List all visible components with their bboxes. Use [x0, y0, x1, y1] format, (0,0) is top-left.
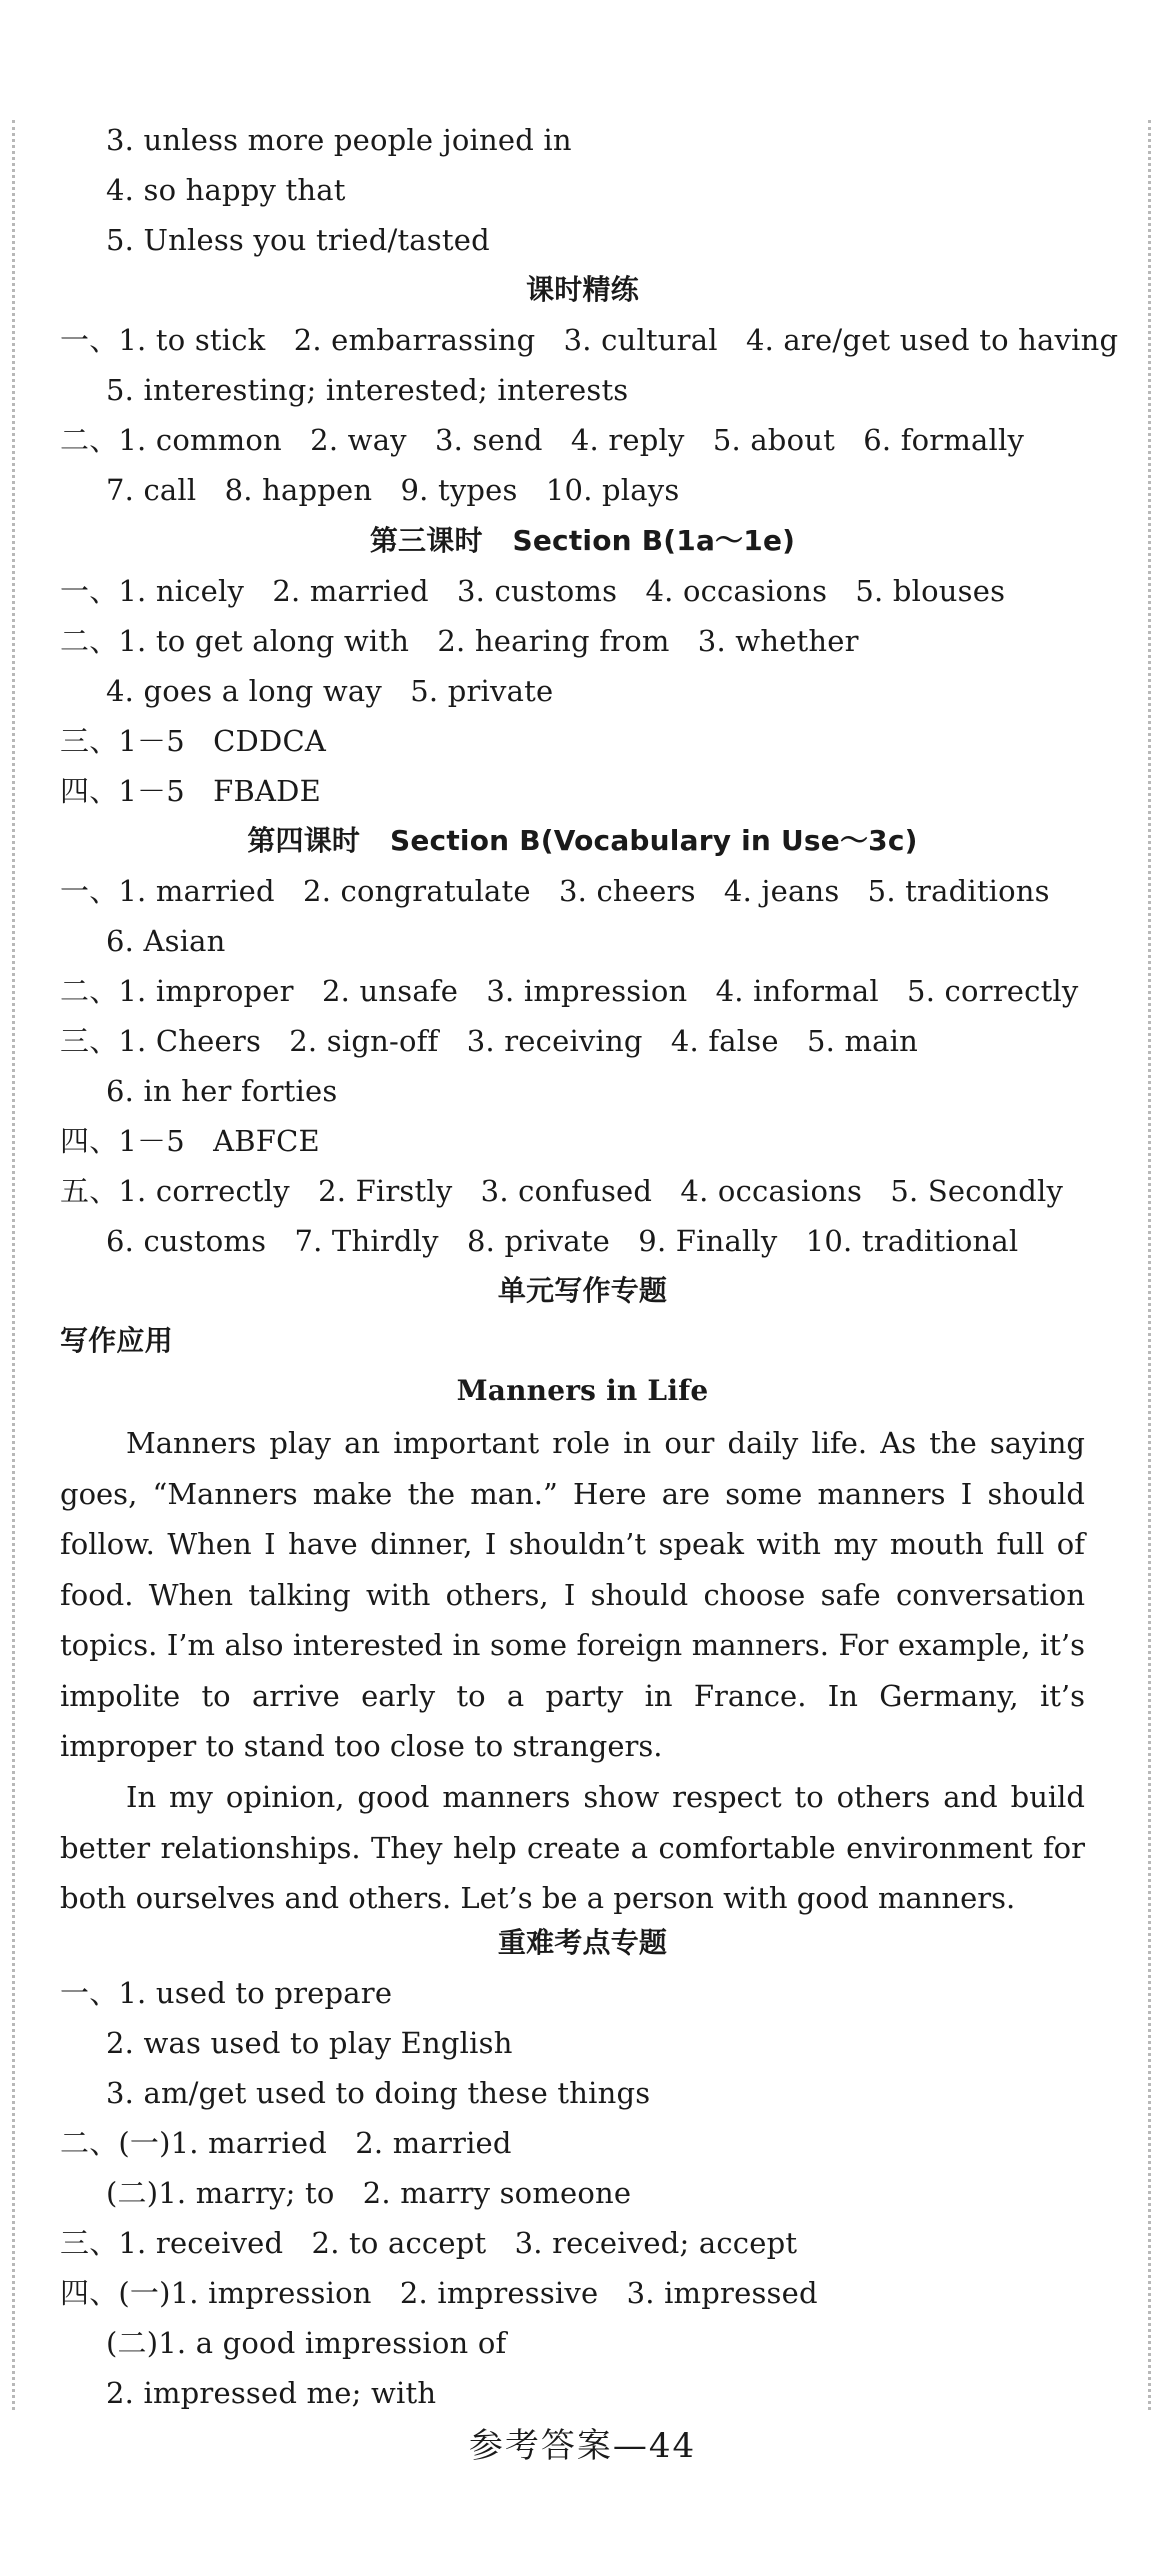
section-heading-practice: 课时精练 — [526, 273, 639, 306]
answer-line: 二、1. to get along with 2. hearing from 3. whether — [60, 624, 859, 658]
answer-line: 三、1. Cheers 2. sign-off 3. receiving 4. false 5. main — [60, 1024, 919, 1058]
answer-line: 4. goes a long way 5. private — [106, 674, 554, 708]
answer-line: 一、1. to stick 2. embarrassing 3. cultural 4. are/get used to having — [60, 323, 1119, 357]
answer-line: 二、1. common 2. way 3. send 4. reply 5. about 6. formally — [60, 423, 1025, 457]
answer-line: 三、1. received 2. to accept 3. received; accept — [60, 2226, 798, 2260]
answer-line: 3. unless more people joined in — [106, 123, 572, 157]
answer-line: 一、1. married 2. congratulate 3. cheers 4. jeans 5. traditions — [60, 874, 1050, 908]
answer-line: (二)1. a good impression of — [106, 2326, 507, 2360]
answer-line: 四、1－5 FBADE — [60, 774, 321, 808]
section-heading-lesson4: 第四课时 Section B(Vocabulary in Use～3c) — [247, 824, 918, 857]
answer-line: 6. Asian — [106, 924, 226, 958]
answer-line: 5. Unless you tried/tasted — [106, 223, 490, 257]
answer-line: 5. interesting; interested; interests — [106, 373, 629, 407]
answer-line: 2. was used to play English — [106, 2026, 513, 2060]
answer-line: 二、(一)1. married 2. married — [60, 2126, 512, 2160]
answer-line: 一、1. nicely 2. married 3. customs 4. occasions 5. blouses — [60, 574, 1006, 608]
essay-paragraph-2: In my opinion, good manners show respect to others and build better relationships. They help create a comfortable environment for both ourselves and others. Let’s be a person with good manners. — [60, 1780, 1085, 1915]
section-heading-keypoints: 重难考点专题 — [497, 1926, 668, 1959]
page-footer: 参考答案—44 — [468, 2426, 697, 2466]
answer-line: 6. in her forties — [106, 1074, 338, 1108]
answer-line: 7. call 8. happen 9. types 10. plays — [106, 473, 680, 507]
right-binding-margin — [1148, 120, 1151, 2410]
answer-line: 三、1－5 CDDCA — [60, 724, 326, 758]
answer-line: 四、1－5 ABFCE — [60, 1124, 320, 1158]
answer-line: 2. impressed me; with — [106, 2376, 437, 2410]
subheading-writing-application: 写作应用 — [60, 1324, 173, 1357]
answer-line: 6. customs 7. Thirdly 8. private 9. Finally 10. traditional — [106, 1224, 1019, 1258]
answer-line: 4. so happy that — [106, 173, 346, 207]
essay-title: Manners in Life — [456, 1374, 709, 1407]
answer-line: 五、1. correctly 2. Firstly 3. confused 4. occasions 5. Secondly — [60, 1174, 1064, 1208]
section-heading-lesson3: 第三课时 Section B(1a～1e) — [369, 524, 796, 557]
answer-line: 四、(一)1. impression 2. impressive 3. impressed — [60, 2276, 818, 2310]
answer-line: 一、1. used to prepare — [60, 1976, 393, 2010]
section-heading-writing: 单元写作专题 — [497, 1274, 668, 1307]
answer-line: 3. am/get used to doing these things — [106, 2076, 651, 2110]
answer-line: (二)1. marry; to 2. marry someone — [106, 2176, 632, 2210]
left-binding-margin — [12, 120, 15, 2410]
answer-line: 二、1. improper 2. unsafe 3. impression 4. informal 5. correctly — [60, 974, 1079, 1008]
essay-paragraph-1: Manners play an important role in our daily life. As the saying goes, “Manners make the man.” Here are some manners I should follow. When I have dinner, I shouldn’t speak with my mouth full of food. When talking with others, I should choose safe conversation topics. I’m also interested in some foreign manners. For example, it’s impolite to arrive early to a party in France. In Germany, it’s improper to stand too close to strangers. — [60, 1426, 1085, 1763]
